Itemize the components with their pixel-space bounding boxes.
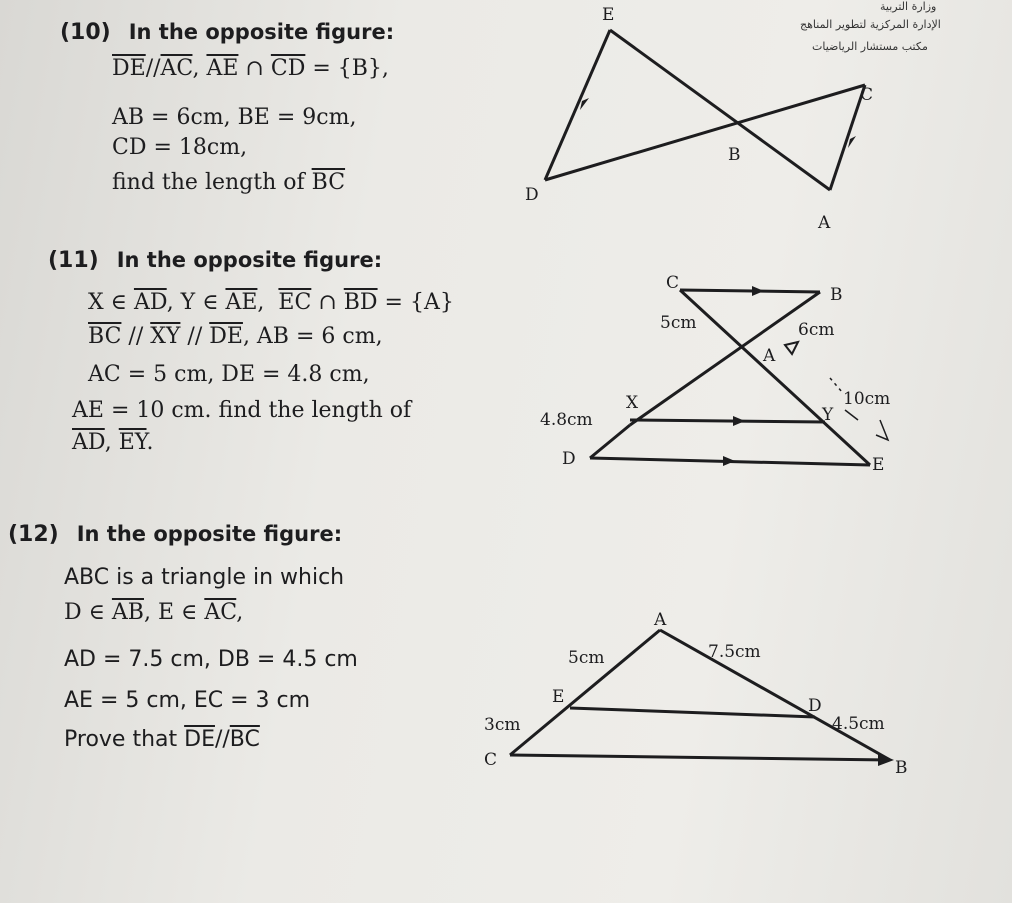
dashed-mark [830,378,842,392]
measure-AE: 10cm [843,389,891,409]
relation: // [145,56,161,81]
label-B: B [728,145,741,165]
problem-11-given-line-3: AC = 5 cm, DE = 4.8 cm, [88,362,370,387]
arrow-mark-icon [876,420,888,440]
operator: ∩ [311,290,344,315]
problem-10-given-line-2: AB = 6cm, BE = 9cm, [112,105,357,130]
separator: , [104,430,119,455]
segment: $\overline{BC}$ [229,727,260,752]
segment: $\overline{AB}$ [111,600,144,625]
text: X ∈ [88,290,134,315]
label-E: E [552,687,565,707]
problem-number: (11) [48,248,99,273]
label-E: E [872,455,885,475]
label-A: A [763,346,776,366]
parallel-arrow-icon [752,286,764,296]
line-DE [545,30,610,180]
label-E: E [602,5,615,25]
line-DB [630,292,820,425]
text: , Y ∈ [166,290,226,315]
problem-12-given-line-2 [64,600,243,625]
line-XY [630,420,825,422]
label-Y: Y [822,405,834,425]
line-CB [510,755,890,760]
line-AB [660,630,890,760]
problem-10-given-line-3: CD = 18cm, [112,135,248,160]
label-X: X [626,393,639,413]
line-DX [590,425,630,458]
text: , AB = 6 cm, [242,324,383,349]
header-line-3: مكتب مستشار الرياضيات [812,40,928,53]
label-C: C [484,750,498,770]
line-ED [570,708,815,717]
problem-heading: In the opposite figure: [76,522,343,546]
problem-11-given-line-2 [88,324,383,349]
text: , [257,290,265,315]
segment: $\overline{AC}$ [204,600,237,625]
label-B: B [830,285,843,305]
problem-12-question [64,727,260,752]
segment: $\overline{BD}$ [343,290,378,315]
segment: $\overline{BC}$ [88,324,122,349]
relation: // [180,324,210,349]
operator: ∩ [245,56,264,81]
text: , E ∈ [143,600,205,625]
segment: $\overline{BC}$ [311,170,346,195]
segment: $\overline{EC}$ [278,290,312,315]
problem-12-given-line-4: AE = 5 cm, EC = 3 cm [64,688,311,713]
parallel-arrow-icon [733,416,745,426]
arrow-tip-icon [878,753,894,766]
question-text: find the length of [112,170,305,195]
problem-12-given-line-3: AD = 7.5 cm, DB = 4.5 cm [64,647,358,672]
problem-12-given-line-1: ABC is a triangle in which [64,565,345,590]
measure-EC: 3cm [484,715,521,735]
segment: $\overline{EY}$ [118,430,147,455]
equation-tail: = {B}, [312,56,389,81]
measure-AE: 5cm [568,648,605,668]
problem-10-given-line-1 [112,56,389,81]
segment: $\overline{AD}$ [133,290,167,315]
header-line-1: وزارة التربية [880,0,937,13]
text: . [146,430,154,455]
line-CB [680,290,820,292]
segment: $\overline{AC}$ [160,56,193,81]
dashed-mark [845,410,858,420]
measure-AB: 6cm [798,320,835,340]
measure-DB: 4.5cm [832,714,885,734]
problem-12-heading [8,522,342,547]
problem-10-question [112,170,345,195]
line-EA [610,30,830,190]
figure-12 [470,605,930,790]
problem-heading: In the opposite figure: [116,248,383,272]
text: = {A} [377,290,454,315]
problem-11-given-line-1 [88,290,454,315]
segment: $\overline{DE}$ [112,56,146,81]
line-CE [680,290,870,465]
label-D: D [562,449,576,469]
relation: // [121,324,151,349]
problem-number: (10) [60,20,111,45]
separator: , [192,56,200,81]
label-D: D [808,696,822,716]
figure-10 [510,0,890,240]
segment: $\overline{DE}$ [184,727,215,752]
measure-AD: 7.5cm [708,642,761,662]
label-A: A [818,213,831,233]
problem-11-given-line-4: AE = 10 cm. find the length of [72,398,412,423]
parallel-arrow-icon [848,136,856,148]
label-D: D [525,185,539,205]
label-C: C [666,273,680,293]
label-A: A [654,610,667,630]
problem-11-question [72,430,154,455]
segment: $\overline{AD}$ [72,430,105,455]
problem-heading: In the opposite figure: [128,20,395,44]
label-C: C [860,85,874,105]
problem-11-heading [48,248,382,273]
measure-DE: 4.8cm [540,410,593,430]
parallel-arrow-icon [723,456,735,466]
measure-AC: 5cm [660,313,697,333]
label-B: B [895,758,908,778]
segment: $\overline{AE}$ [206,56,239,81]
segment: $\overline{AE}$ [225,290,258,315]
arrow-mark-icon [785,342,798,354]
text: D ∈ [64,600,112,625]
text: , [236,600,244,625]
figure-11 [540,270,940,485]
question-text: Prove that [64,727,185,752]
segment: $\overline{XY}$ [150,324,181,349]
problem-number: (12) [8,522,59,547]
problem-10-heading [60,20,394,45]
segment: $\overline{DE}$ [209,324,243,349]
relation: // [214,727,230,752]
segment: $\overline{CD}$ [270,56,306,81]
header-line-2: الإدارة المركزية لتطوير المناهج [800,18,941,31]
